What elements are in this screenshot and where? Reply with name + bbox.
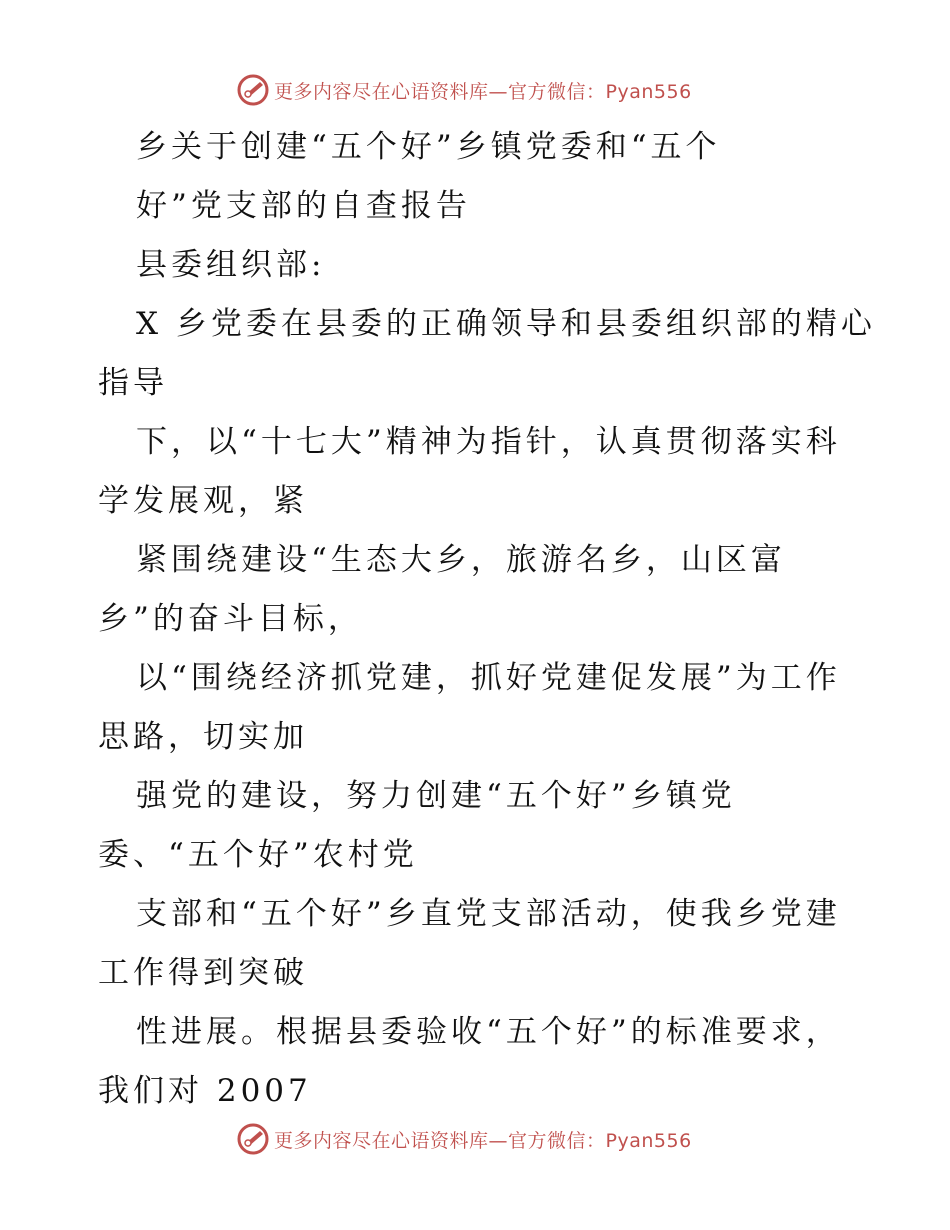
watermark-text: 更多内容尽在心语资料库—官方微信：Pyan556 — [274, 1129, 692, 1152]
document-line: 性进展。根据县委验收“五个好”的标准要求， — [136, 1014, 841, 1050]
footer-watermark-banner — [236, 1122, 692, 1156]
logo-icon — [236, 73, 270, 107]
document-line: 强党的建设，努力创建“五个好”乡镇党 — [136, 778, 736, 814]
document-line: 委、“五个好”农村党 — [98, 837, 418, 873]
document-line: 支部和“五个好”乡直党支部活动，使我乡党建 — [136, 896, 841, 932]
document-line: 我们对 2007 — [98, 1073, 312, 1109]
document-line: X 乡党委在县委的正确领导和县委组织部的精心 — [136, 306, 876, 342]
logo-icon — [236, 1122, 270, 1156]
document-line: 学发展观，紧 — [98, 483, 308, 519]
header-watermark-banner — [236, 73, 692, 107]
document-line: 工作得到突破 — [98, 955, 308, 991]
document-line: 紧围绕建设“生态大乡，旅游名乡，山区富 — [136, 542, 786, 578]
document-line: 县委组织部: — [136, 247, 326, 283]
document-line: 下，以“十七大”精神为指针，认真贯彻落实科 — [136, 424, 841, 460]
document-line: 指导 — [98, 365, 168, 401]
document-line: 以“围绕经济抓党建，抓好党建促发展”为工作 — [136, 660, 841, 696]
document-line: 思路，切实加 — [98, 719, 308, 755]
document-line: 乡”的奋斗目标， — [98, 601, 363, 637]
watermark-text: 更多内容尽在心语资料库—官方微信：Pyan556 — [274, 80, 692, 103]
document-line: 乡关于创建“五个好”乡镇党委和“五个 — [136, 129, 721, 165]
document-body — [98, 118, 876, 1121]
document-line: 好”党支部的自查报告 — [136, 188, 471, 224]
